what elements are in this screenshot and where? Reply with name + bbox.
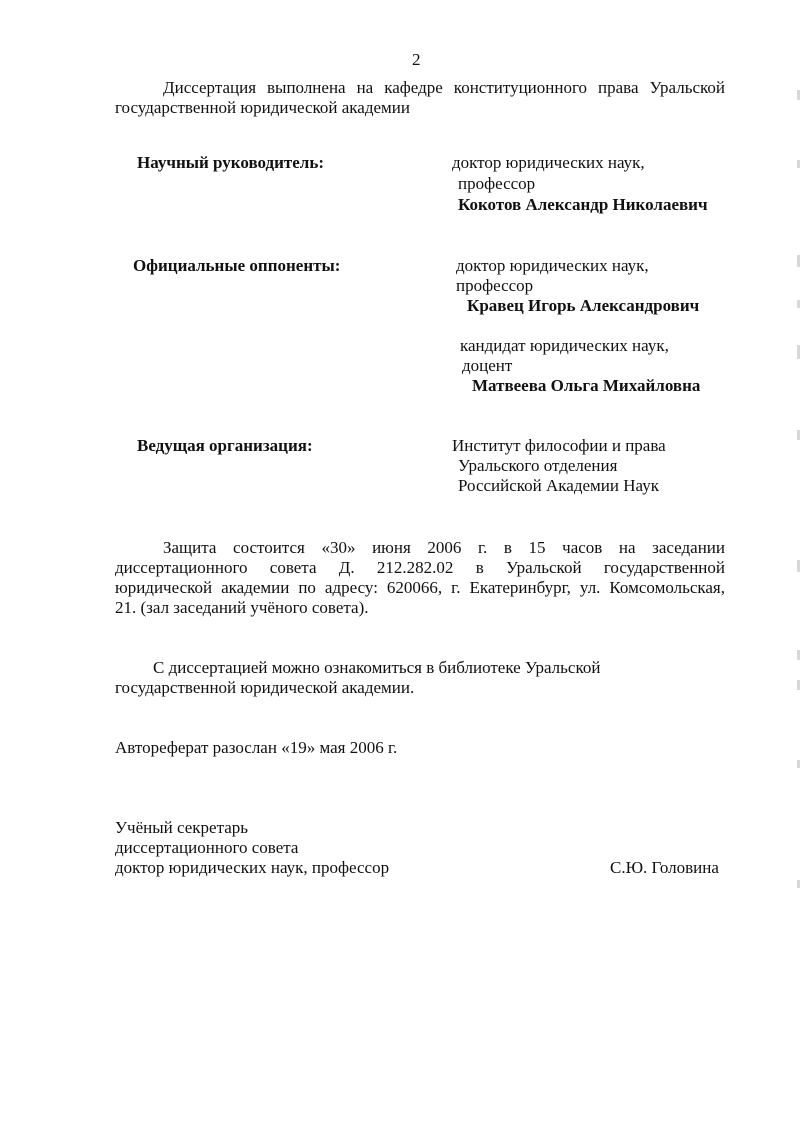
defense-line-4: 21. (зал заседаний учёного совета).	[115, 598, 369, 617]
defense-line-1: Защита состоится «30» июня 2006 г. в 15 часов на заседании	[163, 538, 725, 557]
secretary-line-3: доктор юридических наук, профессор	[115, 858, 390, 877]
secretary-line-1: Учёный секретарь	[115, 818, 249, 837]
opponents-label: Официальные оппоненты:	[133, 256, 341, 275]
intro-line-1: Диссертация выполнена на кафедре конституционного права Уральской	[163, 78, 725, 97]
leading-org-line-2: Уральского отделения	[458, 456, 618, 475]
opponent-2-name: Матвеева Ольга Михайловна	[472, 376, 701, 395]
leading-org-line-3: Российской Академии Наук	[458, 476, 659, 495]
defense-paragraph	[115, 538, 725, 618]
leading-org-label: Ведущая организация:	[137, 436, 313, 455]
supervisor-title: профессор	[458, 174, 536, 193]
leading-org-line-1: Институт философии и права	[452, 436, 666, 455]
defense-line-2: диссертационного совета Д. 212.282.02 в Уральской государственной	[115, 558, 725, 577]
supervisor-label: Научный руководитель:	[137, 153, 324, 172]
defense-line-3: юридической академии по адресу: 620066, г. Екатеринбург, ул. Комсомольская,	[115, 578, 725, 597]
intro-line-2: государственной юридической академии	[115, 98, 411, 117]
library-line-2: государственной юридической академии.	[115, 678, 415, 697]
abstract-sent-line: Автореферат разослан «19» мая 2006 г.	[115, 738, 398, 757]
opponent-1-degree: доктор юридических наук,	[456, 256, 649, 275]
secretary-line-2: диссертационного совета	[115, 838, 299, 857]
secretary-name: С.Ю. Головина	[610, 858, 719, 877]
opponent-1-name: Кравец Игорь Александрович	[467, 296, 700, 315]
intro-paragraph	[115, 78, 725, 118]
supervisor-name: Кокотов Александр Николаевич	[458, 195, 708, 214]
opponent-1-title: профессор	[456, 276, 534, 295]
page-number: 2	[412, 50, 421, 69]
opponent-2-degree: кандидат юридических наук,	[460, 336, 669, 355]
supervisor-degree: доктор юридических наук,	[452, 153, 645, 172]
library-line-1: С диссертацией можно ознакомиться в библиотеке Уральской	[153, 658, 601, 677]
opponent-2-title: доцент	[462, 356, 513, 375]
